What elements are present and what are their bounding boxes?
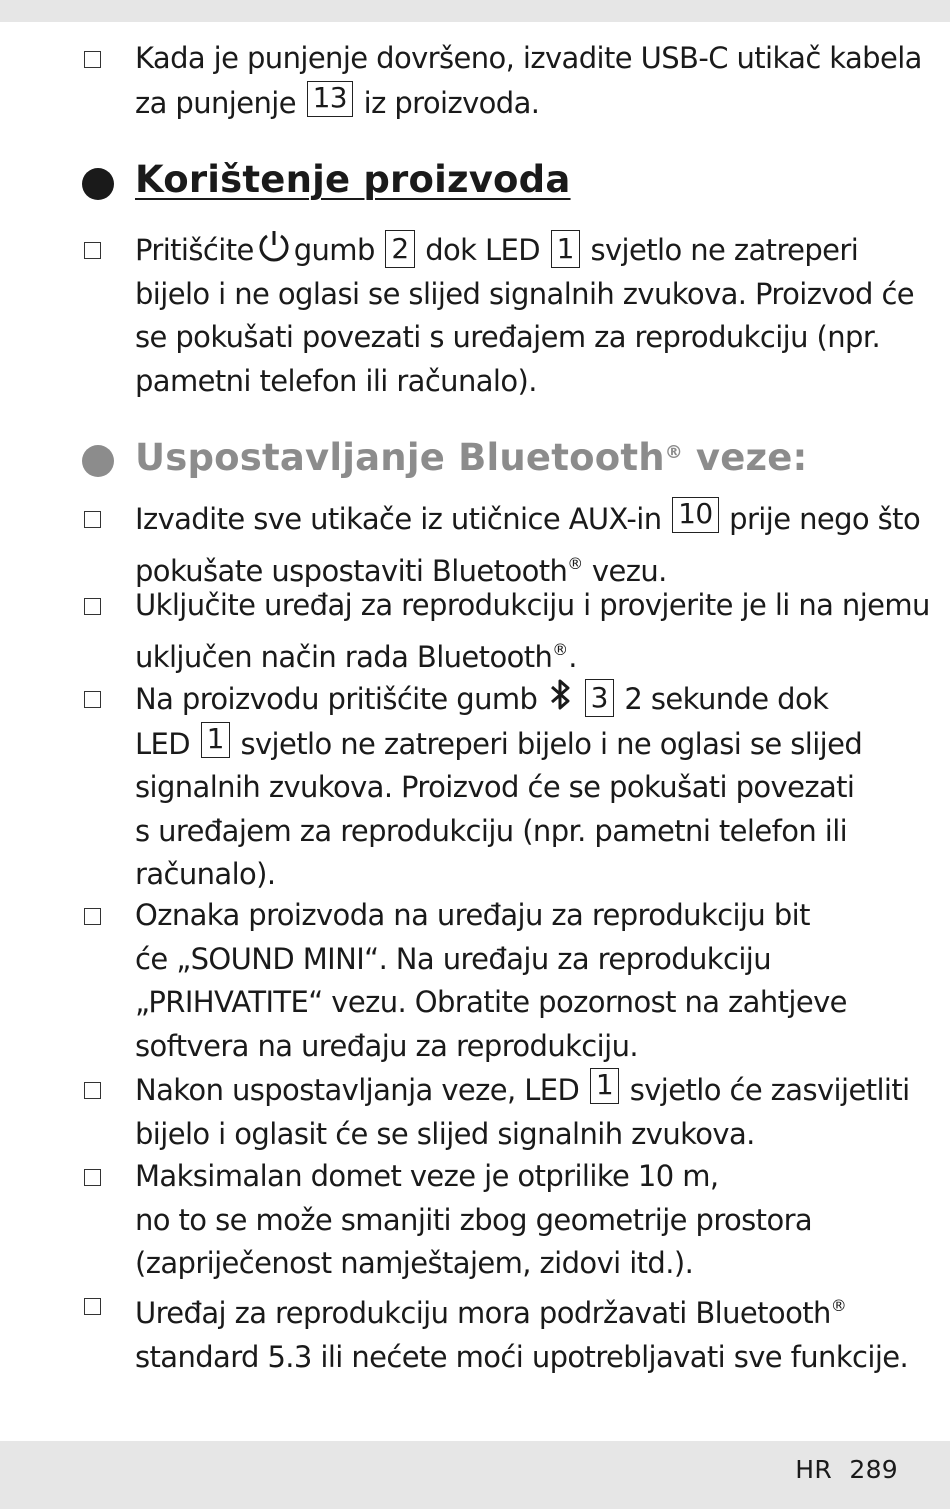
text-line: signalnih zvukova. Proizvod će se pokušati povezati bbox=[135, 770, 855, 804]
text-line bbox=[135, 1284, 925, 1336]
text-segment: svjetlo će zasvijetliti bbox=[629, 1073, 910, 1107]
part-reference: 1 bbox=[590, 1068, 619, 1104]
page-number: 289 bbox=[849, 1455, 898, 1484]
list-item bbox=[135, 1155, 925, 1286]
list-item bbox=[135, 1284, 925, 1379]
text-line: Oznaka proizvoda na uređaju za reprodukciju bit bbox=[135, 898, 810, 932]
registered-mark: ® bbox=[552, 639, 569, 659]
text-segment: vezu. bbox=[591, 553, 667, 588]
section-bullet bbox=[82, 168, 114, 200]
list-item bbox=[135, 228, 925, 403]
list-item bbox=[135, 497, 925, 593]
text-line: softvera na uređaju za reprodukciju. bbox=[135, 1028, 638, 1063]
page-footer bbox=[0, 1441, 950, 1509]
text-segment: svjetlo ne zatreperi bijelo i ne oglasi se slijed bbox=[240, 726, 863, 761]
text-line: pametni telefon ili računalo). bbox=[135, 363, 537, 398]
text-segment: Uređaj za reprodukciju mora podržavati Bluetooth bbox=[135, 1296, 831, 1330]
part-reference: 10 bbox=[672, 497, 718, 533]
list-checkbox bbox=[84, 598, 101, 615]
text-line: računalo). bbox=[135, 857, 276, 891]
text-line bbox=[135, 677, 925, 722]
text-line: „PRIHVATITE“ vezu. Obratite pozornost na zahtjeve bbox=[135, 985, 847, 1019]
power-icon bbox=[256, 228, 292, 264]
part-reference: 13 bbox=[307, 81, 353, 117]
text-line bbox=[135, 81, 925, 126]
list-checkbox bbox=[84, 1082, 101, 1099]
list-checkbox bbox=[84, 1169, 101, 1186]
heading-text: veze: bbox=[695, 436, 808, 479]
text-segment: dok LED bbox=[425, 233, 541, 267]
registered-mark: ® bbox=[664, 442, 683, 463]
text-segment: svjetlo ne zatreperi bbox=[590, 233, 859, 267]
part-reference: 1 bbox=[201, 722, 230, 758]
list-item bbox=[135, 37, 925, 125]
list-checkbox bbox=[84, 908, 101, 925]
text-line bbox=[135, 497, 925, 542]
list-checkbox bbox=[84, 691, 101, 708]
section-heading: Korištenje proizvoda bbox=[135, 158, 571, 201]
text-segment: uključen način rada Bluetooth bbox=[135, 639, 553, 674]
text-segment: prije nego što bbox=[729, 502, 921, 536]
text-line: standard 5.3 ili nećete moći upotrebljavati sve funkcije. bbox=[135, 1339, 909, 1374]
list-checkbox bbox=[84, 1298, 101, 1315]
list-checkbox bbox=[84, 242, 101, 259]
text-segment: 2 sekunde dok bbox=[624, 682, 829, 716]
text-line: (zapriječenost namještajem, zidovi itd.). bbox=[135, 1246, 694, 1280]
text-line: Maksimalan domet veze je otprilike 10 m, bbox=[135, 1159, 719, 1193]
text-line bbox=[135, 628, 925, 680]
list-item bbox=[135, 677, 925, 897]
text-segment: Na proizvodu pritišćite gumb bbox=[135, 682, 538, 716]
list-item bbox=[135, 1068, 925, 1156]
text-segment: pokušate uspostaviti Bluetooth bbox=[135, 553, 568, 588]
list-item bbox=[135, 894, 925, 1068]
text-segment: Nakon uspostavljanja veze, LED bbox=[135, 1073, 580, 1107]
text-line: se pokušati povezati s uređajem za reprodukciju (npr. bbox=[135, 320, 881, 354]
text-line: s uređajem za reprodukciju (npr. pametni telefon ili bbox=[135, 813, 848, 848]
text-segment: za punjenje bbox=[135, 85, 296, 120]
text-segment: iz proizvoda. bbox=[363, 85, 540, 120]
list-checkbox bbox=[84, 511, 101, 528]
text-line: će „SOUND MINI“. Na uređaju za reprodukciju bbox=[135, 941, 772, 976]
text-segment: gumb bbox=[293, 233, 375, 267]
bluetooth-icon bbox=[548, 677, 572, 713]
text-line: bijelo i ne oglasi se slijed signalnih zvukova. Proizvod će bbox=[135, 276, 915, 311]
text-segment: Pritišćite bbox=[135, 233, 254, 267]
part-reference: 2 bbox=[385, 230, 414, 268]
heading-text: Uspostavljanje Bluetooth bbox=[135, 436, 665, 479]
list-checkbox bbox=[84, 51, 101, 68]
part-reference: 1 bbox=[551, 230, 580, 268]
section-bullet bbox=[82, 445, 114, 477]
text-line bbox=[135, 1068, 925, 1113]
text-line bbox=[135, 722, 925, 767]
text-line: Uključite uređaj za reprodukciju i provjerite je li na njemu bbox=[135, 588, 930, 622]
language-code: HR bbox=[795, 1455, 832, 1484]
section-heading bbox=[135, 436, 808, 479]
text-segment: Izvadite sve utikače iz utičnice AUX-in bbox=[135, 502, 662, 536]
text-line: no to se može smanjiti zbog geometrije prostora bbox=[135, 1202, 813, 1237]
registered-mark: ® bbox=[830, 1296, 847, 1315]
text-segment: . bbox=[568, 639, 577, 674]
part-reference: 3 bbox=[585, 679, 614, 717]
top-band bbox=[0, 0, 950, 22]
registered-mark: ® bbox=[567, 553, 584, 573]
list-item bbox=[135, 584, 930, 679]
text-line bbox=[135, 228, 925, 273]
text-line: bijelo i oglasit će se slijed signalnih zvukova. bbox=[135, 1116, 755, 1151]
text-segment: LED bbox=[135, 726, 191, 761]
text-line: Kada je punjenje dovršeno, izvadite USB-C utikač kabela bbox=[135, 41, 922, 75]
